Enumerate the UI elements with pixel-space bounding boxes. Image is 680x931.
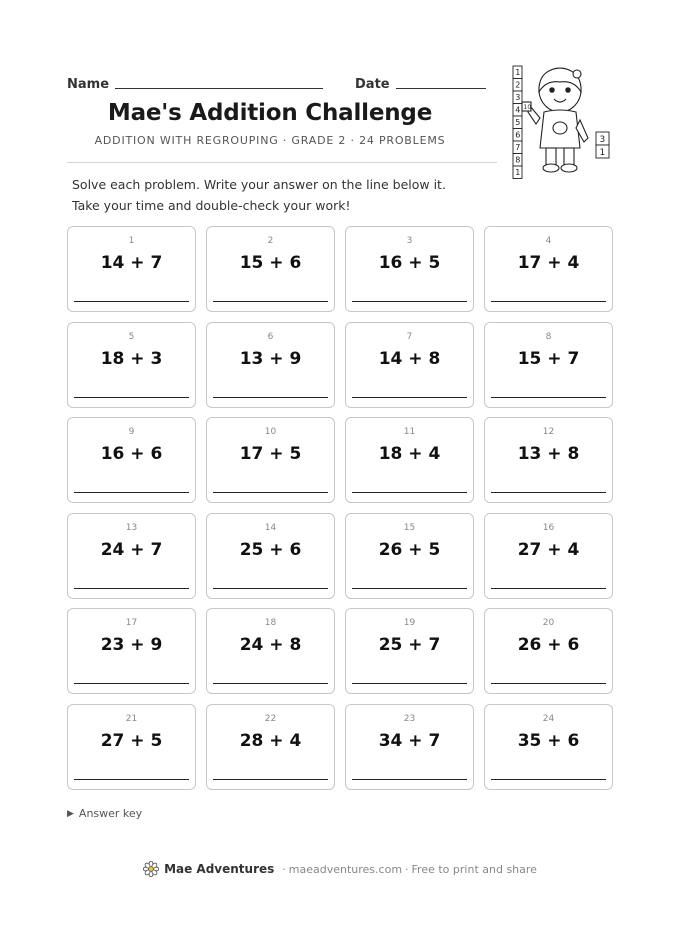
answer-line[interactable]	[74, 779, 189, 780]
problem-card	[206, 704, 335, 790]
answer-line[interactable]	[491, 397, 606, 398]
problem-equation: 17 + 5	[239, 444, 302, 464]
problem-number: 22	[264, 713, 277, 724]
problem-card	[345, 513, 474, 599]
problem-card	[345, 608, 474, 694]
problem-card	[67, 513, 196, 599]
answer-line[interactable]	[491, 301, 606, 302]
problem-number: 18	[264, 618, 277, 628]
problem-number: 24	[542, 713, 555, 724]
problem-equation: 13 + 9	[239, 348, 302, 369]
page-title: Mae's Addition Challenge	[107, 100, 433, 126]
problem-number: 16	[542, 522, 555, 533]
problem-card	[206, 417, 335, 503]
problem-equation: 23 + 9	[100, 635, 163, 655]
answer-line[interactable]	[74, 588, 189, 589]
answer-line[interactable]	[74, 397, 189, 398]
problem-equation: 25 + 7	[378, 635, 441, 655]
problem-card	[345, 322, 474, 408]
answer-line[interactable]	[352, 588, 467, 589]
problem-number: 1	[128, 236, 135, 246]
answer-key-label: Answer key	[78, 807, 143, 820]
problem-card	[206, 513, 335, 599]
answer-line[interactable]	[74, 301, 189, 302]
svg-text:10: 10	[523, 104, 532, 111]
problem-card	[67, 226, 196, 312]
problem-number: 12	[542, 427, 555, 437]
problem-number: 8	[545, 331, 552, 342]
answer-line[interactable]	[491, 683, 606, 684]
answer-line[interactable]	[352, 397, 467, 398]
page-subtitle: ADDITION WITH REGROUPING · GRADE 2 · 24 PROBLEMS	[94, 134, 446, 147]
answer-line[interactable]	[213, 397, 328, 398]
problem-number: 7	[406, 331, 413, 342]
problem-card	[67, 704, 196, 790]
problem-equation: 13 + 8	[517, 444, 580, 464]
answer-line[interactable]	[352, 301, 467, 302]
header-divider	[67, 162, 497, 163]
problem-number: 17	[125, 618, 138, 628]
problem-card	[345, 226, 474, 312]
problem-number: 21	[125, 713, 138, 724]
tower-block-number: 3	[515, 93, 521, 102]
problem-equation: 24 + 8	[239, 635, 302, 655]
problem-number: 14	[264, 522, 277, 533]
problem-card	[67, 322, 196, 408]
problem-equation: 27 + 4	[517, 539, 580, 560]
problem-number: 13	[125, 522, 138, 533]
problem-number: 10	[264, 427, 277, 437]
problem-equation: 17 + 4	[517, 253, 580, 273]
tower-block-number: 1	[515, 168, 521, 177]
answer-line[interactable]	[491, 588, 606, 589]
problem-equation: 18 + 3	[100, 348, 163, 369]
tower-block-number: 1	[515, 68, 521, 77]
tower-block-number: 8	[515, 155, 521, 165]
answer-line[interactable]	[74, 492, 189, 493]
problem-number: 4	[545, 236, 552, 246]
problem-equation: 15 + 6	[239, 253, 302, 273]
answer-line[interactable]	[352, 779, 467, 780]
tower-block-number: 2	[515, 80, 521, 90]
problem-card	[345, 704, 474, 790]
problem-card	[206, 322, 335, 408]
name-line	[115, 88, 323, 89]
problem-equation: 26 + 6	[517, 635, 580, 655]
tower-block-number: 7	[515, 143, 521, 152]
worksheet-header	[67, 62, 499, 147]
problem-card	[484, 322, 613, 408]
problem-card	[484, 704, 613, 790]
problem-equation: 16 + 5	[378, 253, 441, 273]
problem-card	[484, 513, 613, 599]
problem-equation: 35 + 6	[517, 730, 580, 751]
tower-block-number: 4	[515, 105, 521, 115]
problem-equation: 26 + 5	[378, 539, 441, 560]
answer-line[interactable]	[74, 683, 189, 684]
problem-number: 19	[403, 618, 416, 628]
answer-line[interactable]	[213, 492, 328, 493]
footer-brand: Mae Adventures	[164, 862, 275, 876]
answer-line[interactable]	[213, 588, 328, 589]
problem-grid	[67, 226, 613, 790]
answer-line[interactable]	[491, 492, 606, 493]
date-line	[396, 88, 486, 89]
tower-block-number: 6	[515, 130, 521, 140]
triangle-right-icon: ▶	[67, 808, 74, 819]
problem-card	[484, 226, 613, 312]
footer-site-link[interactable]: maeadventures.com	[288, 862, 403, 876]
problem-card	[484, 608, 613, 694]
problem-equation: 34 + 7	[378, 730, 441, 751]
problem-card	[345, 417, 474, 503]
problem-equation: 25 + 6	[239, 539, 302, 560]
problem-equation: 15 + 7	[517, 348, 580, 369]
answer-line[interactable]	[491, 779, 606, 780]
problem-number: 11	[403, 427, 416, 437]
problem-card	[67, 608, 196, 694]
footer-separator: ·	[405, 862, 409, 876]
answer-line[interactable]	[352, 683, 467, 684]
answer-line[interactable]	[213, 683, 328, 684]
problem-equation: 16 + 6	[100, 444, 163, 464]
date-label: Date	[355, 77, 390, 92]
problem-equation: 14 + 8	[378, 348, 441, 369]
daisy-icon	[143, 861, 159, 877]
answer-line[interactable]	[213, 779, 328, 780]
answer-key-toggle[interactable]	[67, 807, 142, 820]
problem-equation: 24 + 7	[100, 539, 163, 560]
page-footer	[0, 861, 680, 877]
problem-equation: 28 + 4	[239, 730, 302, 751]
footer-separator: ·	[282, 862, 286, 876]
problem-number: 20	[542, 618, 555, 628]
side-block-number: 3	[599, 135, 606, 145]
instructions-text: Solve each problem. Write your answer on the line below it. Take your time and double-check your work!	[72, 177, 446, 213]
name-label: Name	[67, 77, 110, 92]
footer-note: Free to print and share	[411, 862, 537, 876]
problem-card	[206, 608, 335, 694]
problem-number: 5	[128, 331, 135, 342]
name-date-fields	[67, 62, 499, 92]
answer-line[interactable]	[352, 492, 467, 493]
problem-number: 6	[267, 331, 274, 342]
problem-card	[67, 417, 196, 503]
girl-with-number-tower-icon	[508, 62, 618, 180]
problem-equation: 27 + 5	[100, 730, 163, 751]
side-block-number: 1	[599, 148, 606, 158]
problem-card	[206, 226, 335, 312]
problem-equation: 14 + 7	[100, 253, 163, 273]
tower-block-number: 5	[515, 118, 521, 127]
problem-number: 9	[128, 427, 135, 437]
problem-number: 23	[403, 713, 416, 724]
problem-number: 3	[406, 236, 413, 246]
answer-line[interactable]	[213, 301, 328, 302]
problem-number: 2	[267, 236, 274, 246]
problem-card	[484, 417, 613, 503]
problem-equation: 18 + 4	[378, 444, 441, 464]
problem-number: 15	[403, 522, 416, 533]
